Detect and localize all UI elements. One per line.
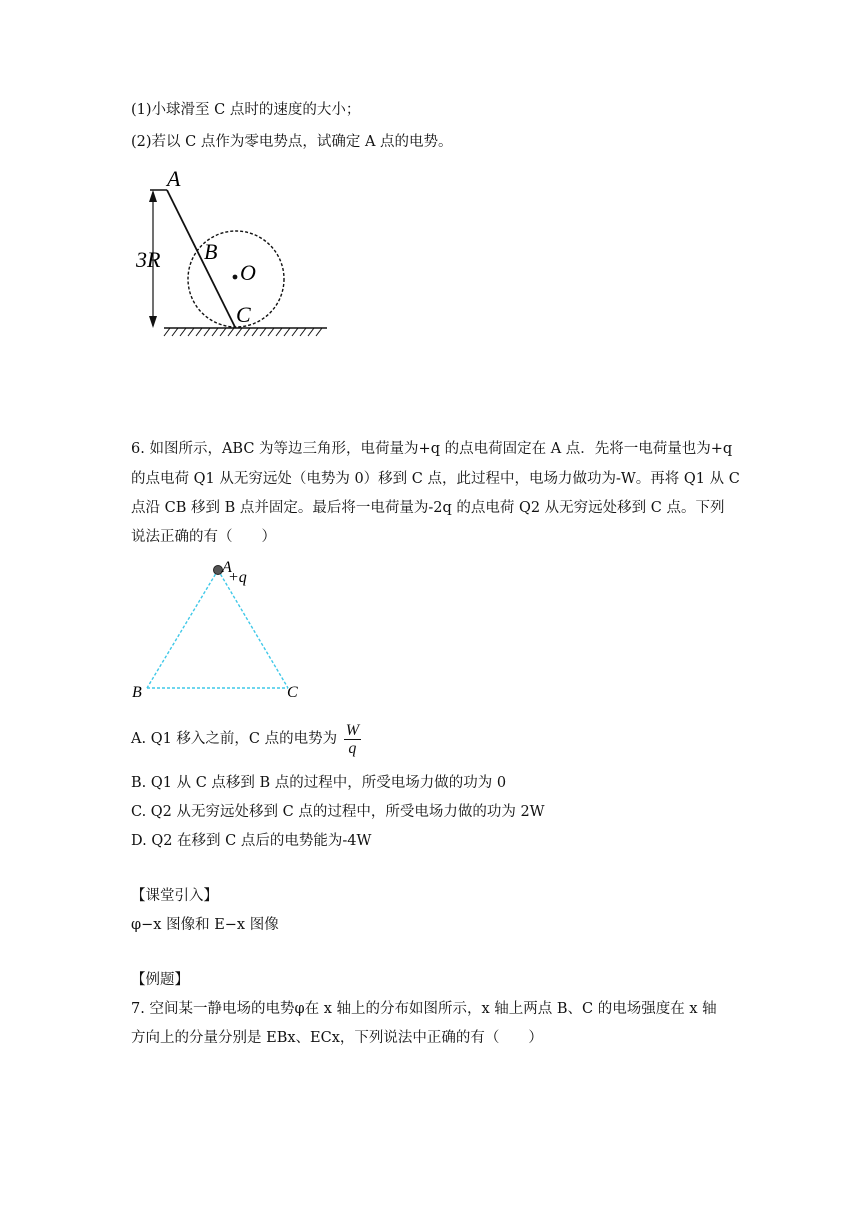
label-B: B [132,684,142,701]
label-C: C [287,684,298,701]
label-height: 3R [136,247,161,272]
label-A: A [167,166,181,191]
incline-rod [167,190,235,327]
intro-heading: 【课堂引入】 [131,888,218,904]
q6-option-c: C. Q2 从无穷远处移到 C 点的过程中，所受电场力做的功为 2W [131,804,545,820]
q6-option-a [131,718,361,760]
label-O: O [240,260,256,285]
q6-line3: 点沿 CB 移到 B 点并固定。最后将一电荷量为-2q 的点电荷 Q2 从无穷远处移到 C 点。下列 [131,500,725,516]
example-line2: 方向上的分量分别是 EBx、ECx，下列说法中正确的有（ ） [131,1030,543,1046]
q6-option-b: B. Q1 从 C 点移到 B 点的过程中，所受电场力做的功为 0 [131,775,507,791]
label-B: B [204,239,218,264]
label-C: C [236,302,251,327]
q6-line2: 的点电荷 Q1 从无穷远处（电势为 0）移到 C 点，此过程中，电场力做功为-W。再将 Q1 从 C [131,471,740,487]
fraction-w-over-q [344,722,361,757]
q5-figure [130,160,340,345]
q6-option-d: D. Q2 在移到 C 点后的电势能为-4W [131,833,372,849]
label-A: A [222,559,232,576]
q6-line4: 说法正确的有（ ） [131,529,276,545]
fraction-numerator: W [345,721,360,739]
q5-sub2: (2)若以 C 点作为零电势点，试确定 A 点的电势。 [131,134,453,150]
example-heading: 【例题】 [131,972,189,988]
fraction-denominator: q [348,739,357,757]
arrow-head-up [149,190,157,202]
q6-option-a-text: A. Q1 移入之前，C 点的电势为 [131,731,338,747]
q6-line1: 6. 如图所示，ABC 为等边三角形，电荷量为+q 的点电荷固定在 A 点．先将一电荷量也为+q [131,441,733,457]
label-charge: +q [228,569,247,586]
side-AB [147,570,218,688]
q6-figure [130,560,310,705]
q5-sub1: (1)小球滑至 C 点时的速度的大小； [131,102,361,118]
ground-hatching [164,328,322,336]
example-line1: 7. 空间某一静电场的电势φ在 x 轴上的分布如图所示，x 轴上两点 B、C 的电场强度在 x 轴 [131,1001,717,1017]
arrow-head-down [149,316,157,328]
intro-text: φ−x 图像和 E−x 图像 [131,917,279,933]
center-dot [233,275,238,280]
side-AC [218,570,288,688]
